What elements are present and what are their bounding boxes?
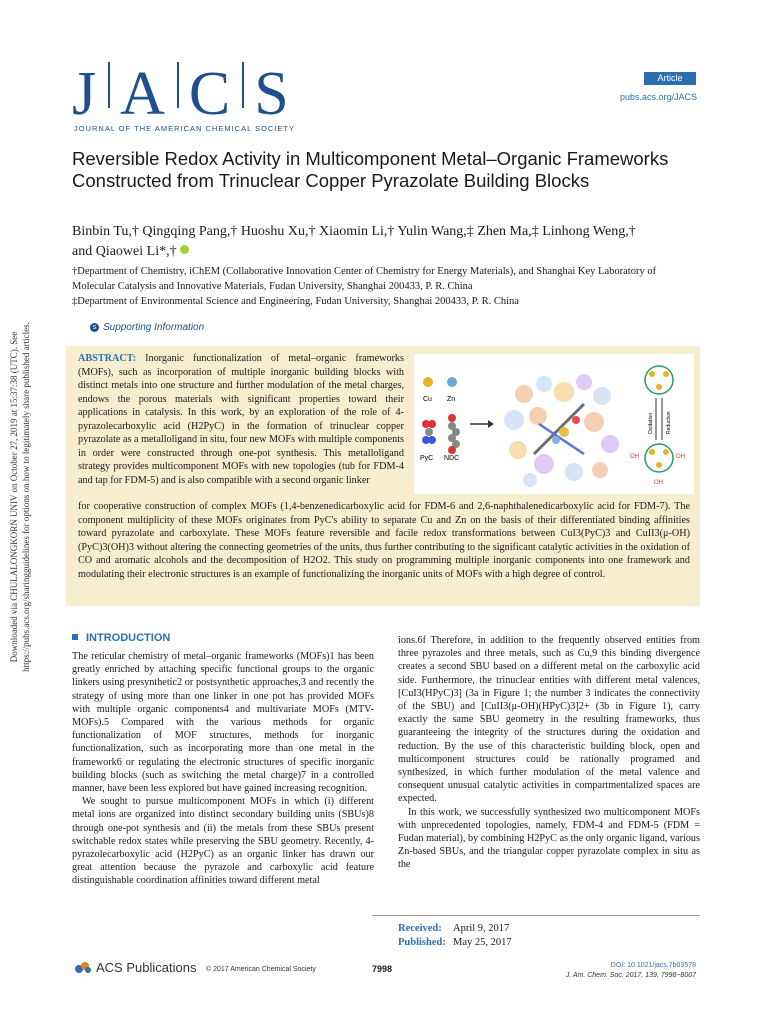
cu-atom-icon	[423, 377, 433, 387]
authors-line-1: Binbin Tu,† Qingqing Pang,† Huoshu Xu,† Xiaomin Li,† Yulin Wang,‡ Zhen Ma,‡ Linhong Weng,†	[72, 224, 636, 239]
oh-label-right: OH	[676, 454, 685, 460]
journal-logo: J A C S	[72, 60, 291, 128]
intro-paragraph-2: We sought to pursue multicomponent MOFs in which (i) different metal ions are organized into distinct secondary building units (SBUs)8 through one-pot synthesis and (ii) the metals from these SBUs present switchable redox states while preserving the SBU geometry. Recently, 4-pyrazolecarboxylic acid (H2PyC) as an organic linker has drawn our great attention because the pyrazole and carboxylic acid feature distinguishable coordination affinities toward different metal	[72, 796, 374, 887]
affiliation-1: †Department of Chemistry, iChEM (Collaborative Innovation Center of Chemistry for Energy Materials), and Shanghai Key Laboratory of Molecular Catalysis and Innovative Materials, Fudan University, Shanghai 200433, P. R. China	[72, 266, 657, 292]
journal-url-link[interactable]: pubs.acs.org/JACS	[620, 92, 698, 102]
info-icon: s	[90, 323, 99, 332]
toc-graphic	[414, 354, 694, 494]
ndc-label: NDC	[444, 455, 460, 462]
doi-link[interactable]: DOI: 10.1021/jacs.7b03578	[610, 962, 696, 969]
copyright-notice: © 2017 American Chemical Society	[206, 966, 316, 973]
authors-line-2: and Qiaowei Li*,†	[72, 242, 702, 262]
section-bullet-icon	[72, 634, 78, 640]
affiliation-2: ‡Department of Environmental Science and Engineering, Fudan University, Shanghai 200433, P. R. China	[72, 296, 519, 307]
article-type-badge: Article	[644, 72, 696, 85]
pyc-molecule-icon	[422, 420, 436, 444]
intro-paragraph-4: In this work, we successfully synthesized two multicomponent MOFs with unprecedented topologies, namely, FDM-4 and FDM-5 (FDM = Fudan material), by combining H2PyC as the only organic ligand, various Zn-based SBUs, and the triangular copper pyrazolate complex in situ as the	[398, 806, 700, 871]
author-list	[72, 222, 702, 262]
published-date-row: Published: May 25, 2017	[398, 937, 512, 948]
orcid-icon[interactable]	[180, 245, 189, 254]
oxidation-label: Oxidation	[648, 412, 654, 434]
reduction-label: Reduction	[666, 411, 672, 434]
journal-name: JOURNAL OF THE AMERICAN CHEMICAL SOCIETY	[74, 124, 295, 133]
page-number: 7998	[372, 964, 393, 974]
dates-divider	[372, 915, 700, 916]
pyc-label: PyC	[420, 455, 434, 462]
redox-scheme-diagram	[630, 366, 685, 486]
acs-publications-logo: ACS Publications	[74, 960, 196, 975]
journal-citation: J. Am. Chem. Soc. 2017, 139, 7998−8007	[565, 972, 696, 979]
publication-dates	[398, 922, 512, 950]
zn-atom-icon	[447, 377, 457, 387]
article-title: Reversible Redox Activity in Multicomponent Metal–Organic Frameworks Constructed from Trinuclear Copper Pyrazolate Building Blocks	[72, 148, 669, 191]
intro-paragraph-3: ions.6f Therefore, in addition to the frequently observed entities from three pyrazoles and three metals, such as Cu,9 this binding divergence creates a second SBU based on a different metal on the carboxylic acid side. Furthermore, the trinuclear entities with different metal valences, [CuI3(HPyC)3] (3a in Figure 1; the number 3 indicates the connectivity of the SBU) and [CuII3(μ-OH)(HPyC)3]2+ (3b in Figure 1), carry exactly the same SBU geometry in the resulting frameworks, thus guaranteeing the integrity of the structures during the oxidation and reduction. By the use of this characteristic building block, open and multicomponent structures could be rationally programed and synthesized, in which further modulation of the metal valence and consequent unusual catalytic activities in compartmentalized spaces are expected.	[398, 635, 700, 805]
oh-label-bottom: OH	[654, 480, 663, 486]
acs-logo-icon	[74, 960, 92, 974]
section-heading-introduction: INTRODUCTION	[72, 632, 170, 644]
affiliations	[72, 264, 697, 309]
intro-paragraph-1: The reticular chemistry of metal–organic frameworks (MOFs)1 has been greatly enriched by attaching specific functional groups to the organic linkers using presynthetic2 or postsynthetic approaches,3 and recently the strategy of using more than one linker in one pot has provided MOFs with multiple organic components4 and multivariate MOFs (MTV-MOFs).5 Compared with the various methods for organic functionalization of MOF structures, methods for inorganic functionalization, such as incorporating more than one metal in the framework6 or regulating the electronic structures of specific inorganic building blocks (such as switching the metal charge)7 in a controlled manner, have been less explored but have gained increasing recognition.	[72, 651, 374, 795]
received-date-row: Received: April 9, 2017	[398, 923, 510, 934]
right-column	[398, 634, 700, 872]
download-notice: Downloaded via CHULALONGKORN UNIV on October 27, 2019 at 15:37:38 (UTC). See https://pubs.acs.org/sharingguidelines for options on how to legitimately share published articles.	[9, 322, 31, 672]
left-column	[72, 650, 374, 888]
framework-structure-image	[504, 374, 619, 487]
ndc-molecule-icon	[448, 414, 460, 454]
abstract-text-part-2: for cooperative construction of complex MOFs (1,4-benzenedicarboxylic acid for FDM-6 and 2,6-naphthalenedicarboxylic acid for FDM-7). The component multiplicity of these MOFs originates from PyC's ability to separate Cu and Zn on the basis of their differentiated binding affinities toward pyrazolate and carboxylate. These MOFs feature reversible and facile redox transformations between CuI3(PyC)3 and CuII3(μ-OH)(PyC)3(OH)3 without altering the connecting geometries of the units, thus further contributing to the significant catalytic activities in the oxidation of CO and aromatic alcohols and the decomposition of H2O2. This study on programming multiple inorganic components into one framework and modulating their electronic structures is an example of functionalizing the inorganic units of MOFs with a high degree of control.	[78, 501, 690, 580]
oh-label-left: OH	[630, 454, 639, 460]
abstract-text-part-1: ABSTRACT: Inorganic functionalization of metal–organic frameworks (MOFs), such as incorporation of multiple inorganic building blocks with distinct metals into one structure and further modulation of the metal charges, endows the porous materials with significant properties toward their applications in catalysis. In this work, by an exploration of the role of 4-pyrazolecarboxylic acid (H2PyC) in the formation of trinuclear copper pyrazolate as a metalloligand in situ, four new MOFs with multiple components in order were constructed through one-pot synthesis. This metalloligand strategy provides multicomponent MOFs with new topologies (tub for FDM-4 and tap for FDM-5) and is also compatible with a second organic linker	[78, 353, 404, 486]
cu-label: Cu	[423, 396, 432, 403]
zn-label: Zn	[447, 396, 456, 403]
supporting-info-link[interactable]: s Supporting Information	[90, 322, 204, 333]
abstract-label: ABSTRACT:	[78, 353, 137, 364]
doi-citation	[560, 961, 696, 981]
toc-illustration	[414, 354, 694, 494]
